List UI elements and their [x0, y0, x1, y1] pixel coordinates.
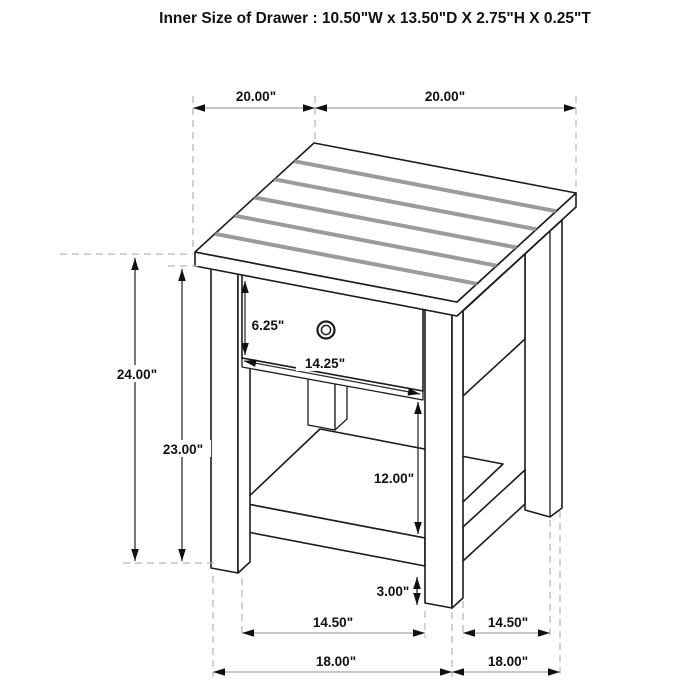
label-side-inner: 14.50"	[487, 615, 529, 630]
label-shelf-clearance: 12.00"	[373, 471, 415, 486]
back-right-leg	[525, 220, 562, 517]
front-right-leg	[425, 303, 463, 608]
label-front-outer: 18.00"	[315, 654, 357, 669]
lower-shelf	[242, 429, 525, 566]
label-top-left-20: 20.00"	[235, 89, 277, 104]
table-structure	[195, 143, 576, 608]
label-top-right-20: 20.00"	[424, 89, 466, 104]
label-height-24: 24.00"	[116, 367, 158, 382]
diagram-title: Inner Size of Drawer : 10.50"W x 13.50"D X 2.75"H X 0.25"T	[159, 10, 591, 27]
label-front-inner: 14.50"	[312, 615, 354, 630]
label-drawer-width: 14.25"	[304, 356, 346, 371]
label-drawer-height: 6.25"	[251, 318, 285, 333]
label-leg-bottom: 3.00"	[376, 584, 410, 599]
label-side-outer: 18.00"	[487, 654, 529, 669]
label-height-23: 23.00"	[162, 442, 204, 457]
